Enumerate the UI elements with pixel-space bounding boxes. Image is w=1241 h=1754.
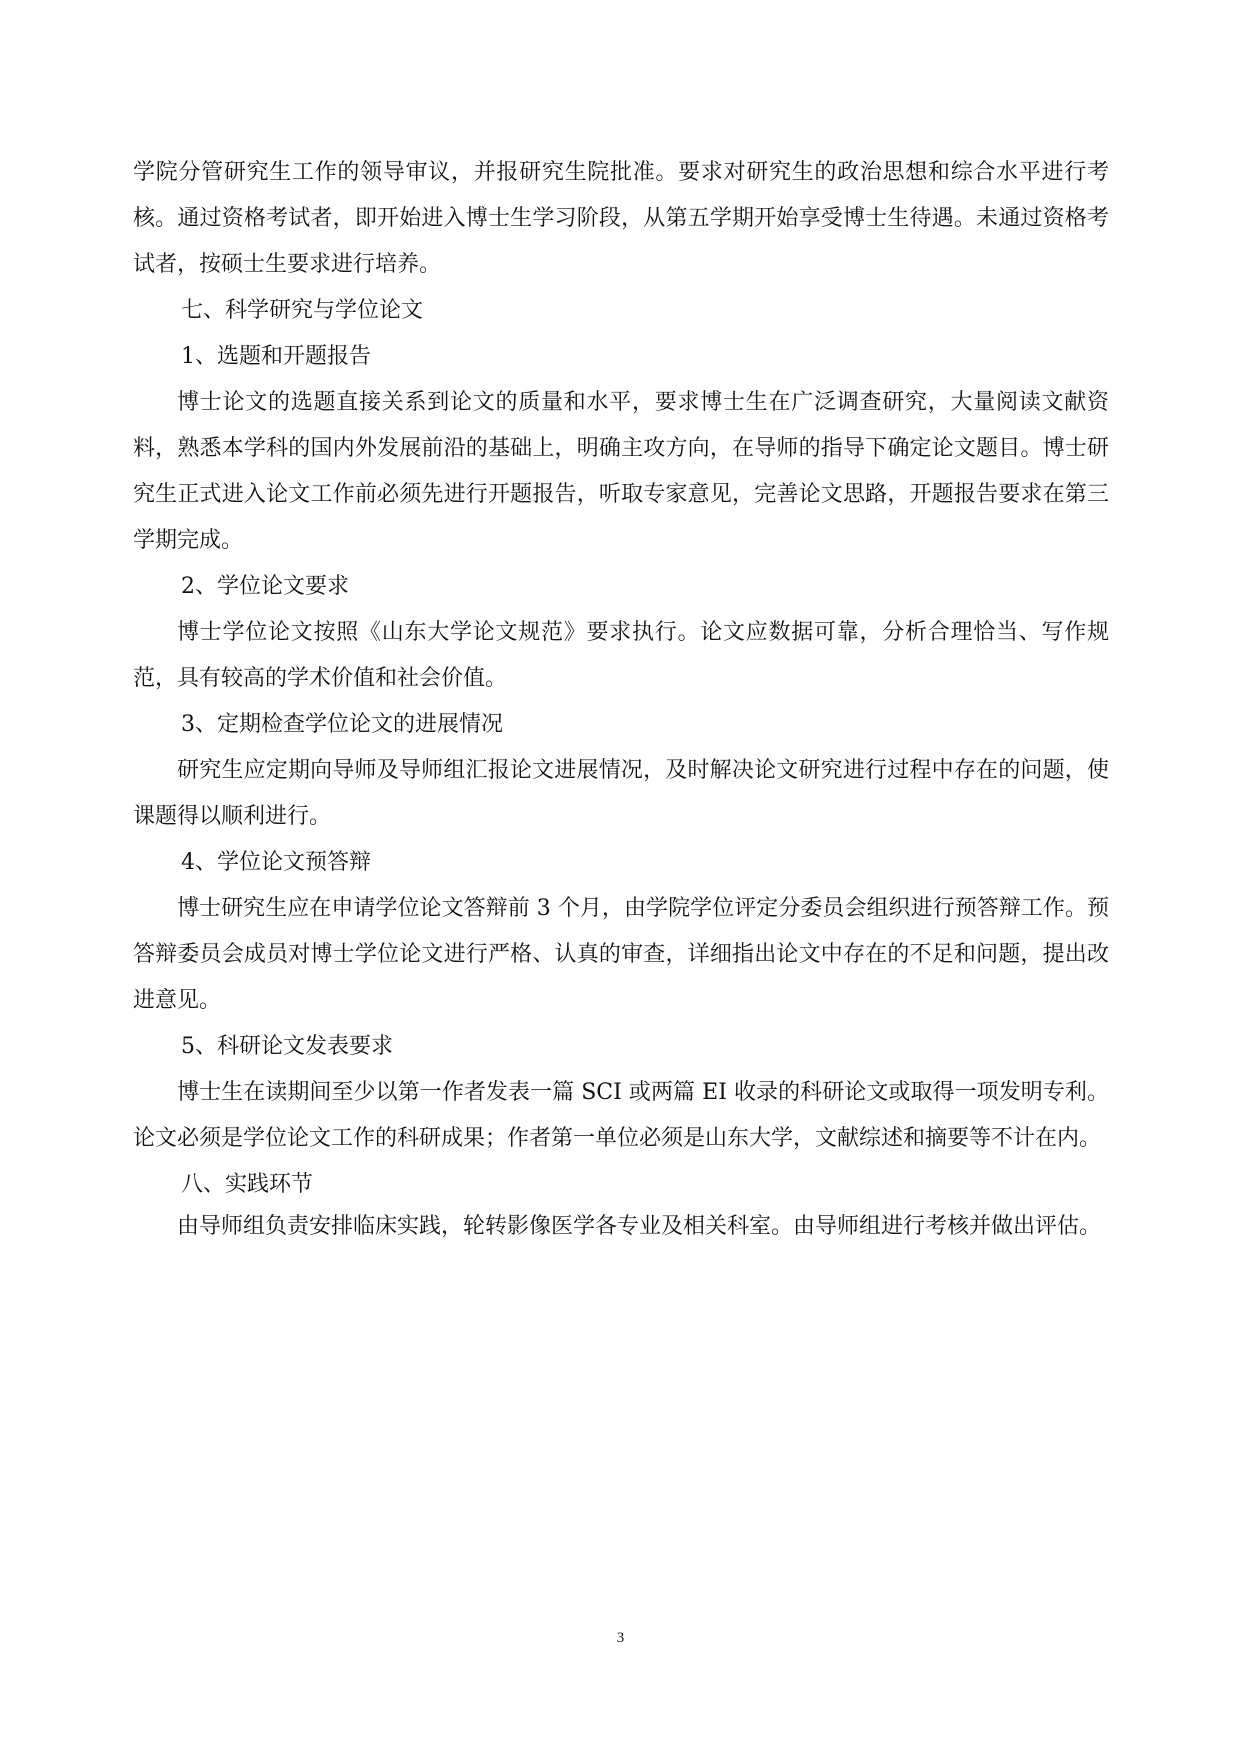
section-heading-research-thesis: 七、科学研究与学位论文 (181, 298, 424, 323)
page-number: 3 (616, 1630, 625, 1646)
paragraph-progress-check: 研究生应定期向导师及导师组汇报论文进展情况，及时解决论文研究进行过程中存在的问题，使课题得以顺利进行。 (133, 758, 1109, 829)
section-heading-practice: 八、实践环节 (181, 1172, 314, 1197)
paragraph-practice: 由导师组负责安排临床实践，轮转影像医学各专业及相关科室。由导师组进行考核并做出评估。 (177, 1214, 1102, 1239)
paragraph-topic-selection: 博士论文的选题直接关系到论文的质量和水平，要求博士生在广泛调查研究，大量阅读文献资料，熟悉本学科的国内外发展前沿的基础上，明确主攻方向，在导师的指导下确定论文题目。博士研究生正式进入论文工作前必须先进行开题报告，听取专家意见，完善论文思路，开题报告要求在第三学期完成。 (133, 390, 1109, 553)
subheading-publication-requirements: 5、科研论文发表要求 (181, 1034, 393, 1059)
subheading-pre-defense: 4、学位论文预答辩 (181, 850, 371, 875)
subheading-topic-selection: 1、选题和开题报告 (181, 344, 371, 369)
paragraph-thesis-requirements: 博士学位论文按照《山东大学论文规范》要求执行。论文应数据可靠，分析合理恰当、写作规范，具有较高的学术价值和社会价值。 (133, 620, 1109, 691)
subheading-progress-check: 3、定期检查学位论文的进展情况 (181, 712, 503, 737)
paragraph-publication-requirements: 博士生在读期间至少以第一作者发表一篇 SCI 或两篇 EI 收录的科研论文或取得一项发明专利。论文必须是学位论文工作的科研成果；作者第一单位必须是山东大学，文献综述和摘要等不计在内。 (133, 1080, 1109, 1151)
subheading-thesis-requirements: 2、学位论文要求 (181, 574, 349, 599)
document-body (133, 150, 1109, 1246)
paragraph-qualification-exam: 学院分管研究生工作的领导审议，并报研究生院批准。要求对研究生的政治思想和综合水平进行考核。通过资格考试者，即开始进入博士生学习阶段，从第五学期开始享受博士生待遇。未通过资格考试者，按硕士生要求进行培养。 (133, 160, 1109, 277)
paragraph-pre-defense: 博士研究生应在申请学位论文答辩前 3 个月，由学院学位评定分委员会组织进行预答辩工作。预答辩委员会成员对博士学位论文进行严格、认真的审查，详细指出论文中存在的不足和问题，提出改进意见。 (133, 896, 1109, 1013)
